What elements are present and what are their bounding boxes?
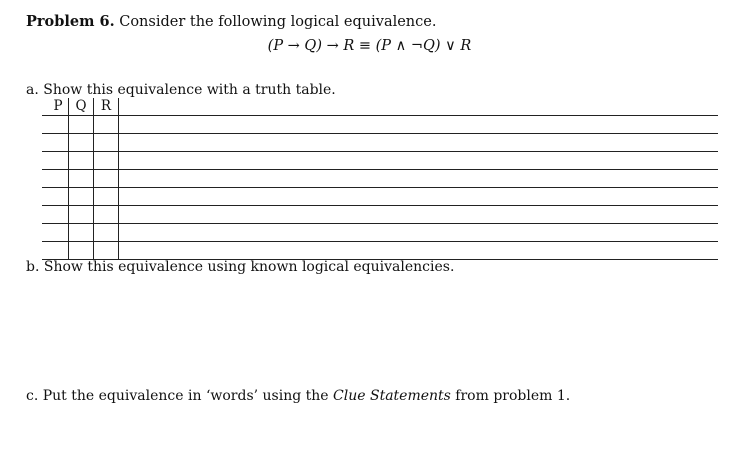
header-divider-pq [68, 98, 69, 115]
header-divider-qr [93, 98, 94, 115]
header-p: P [53, 98, 63, 114]
clue-statements-emphasis: Clue Statements [333, 388, 451, 404]
part-c-label: c. [26, 388, 39, 404]
header-q: Q [75, 98, 87, 114]
part-c-text-after: from problem 1. [450, 388, 571, 404]
problem-intro: Consider the following logical equivalence. [114, 14, 437, 30]
part-c-text-before: Put the equivalence in ‘words’ using the [42, 388, 334, 404]
column-line-q [93, 115, 94, 259]
part-b-label: b. [26, 259, 40, 275]
table-line-2 [42, 151, 718, 152]
table-line-6 [42, 223, 718, 224]
problem-title [26, 13, 436, 30]
equivalence-formula: (P → Q) → R ≡ (P ∧ ¬Q) ∨ R [267, 38, 472, 54]
table-line-0 [42, 115, 718, 116]
column-line-p [68, 115, 69, 259]
part-c [26, 388, 570, 404]
table-line-3 [42, 169, 718, 170]
part-a [26, 82, 336, 98]
table-line-5 [42, 205, 718, 206]
truth-table [42, 98, 718, 260]
part-a-text: Show this equivalence with a truth table. [43, 82, 336, 98]
header-r: R [100, 98, 112, 114]
part-b-text: Show this equivalence using known logical equivalencies. [43, 259, 455, 275]
part-b [26, 259, 454, 275]
header-divider-r [118, 98, 119, 115]
column-line-r [118, 115, 119, 259]
table-line-7 [42, 241, 718, 242]
problem-label: Problem 6. [26, 13, 115, 30]
table-line-4 [42, 187, 718, 188]
table-line-1 [42, 133, 718, 134]
part-a-label: a. [26, 82, 39, 98]
